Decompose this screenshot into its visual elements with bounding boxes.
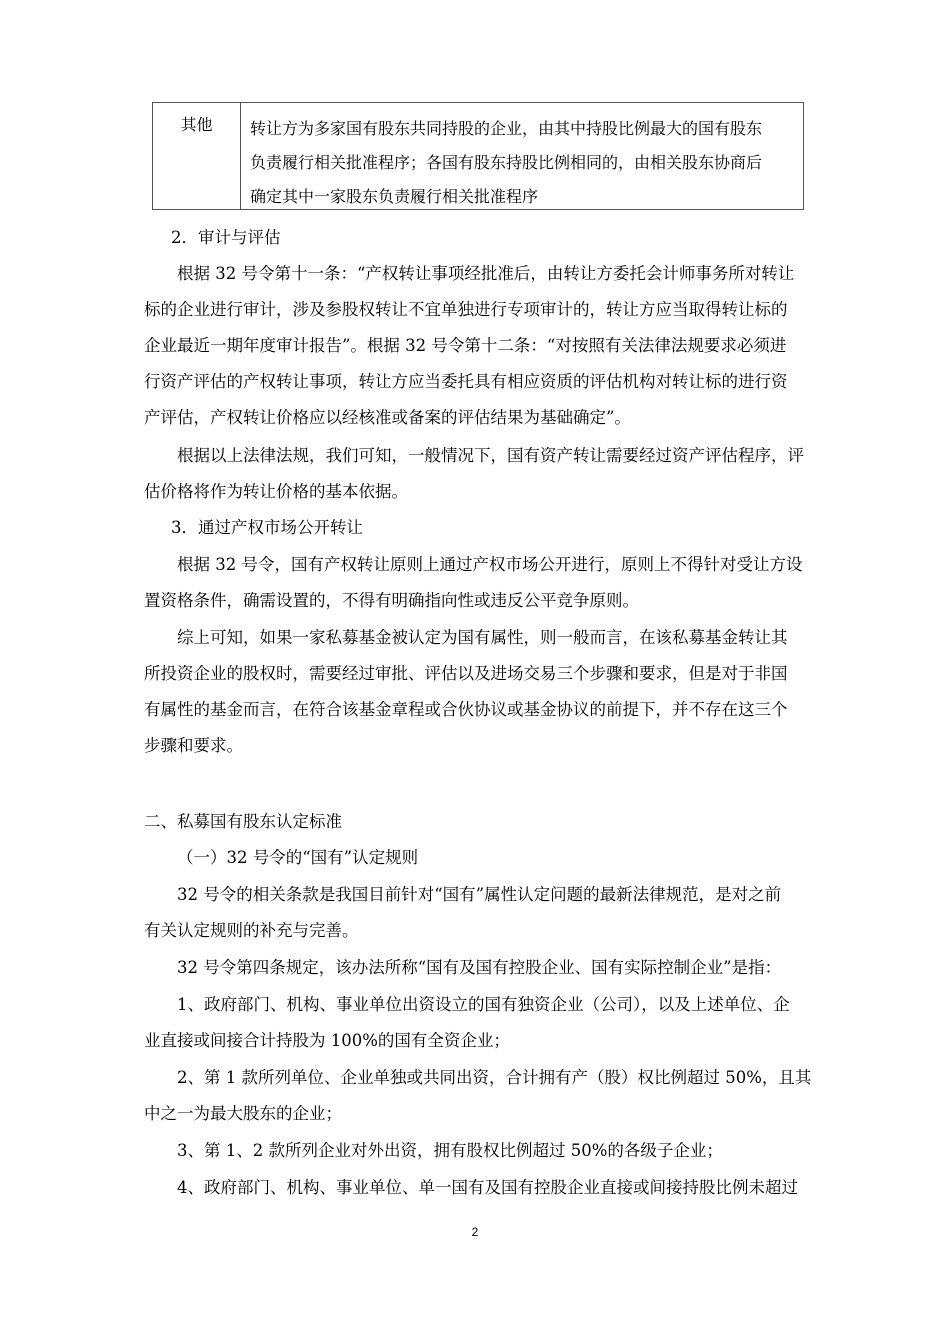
list-item-continuation: 业直接或间接合计持股为 100%的国有全资企业； bbox=[144, 1031, 510, 1050]
list-item-continuation: 中之一为最大股东的企业； bbox=[144, 1104, 342, 1123]
chapter-heading: 二、私募国有股东认定标准 bbox=[144, 812, 342, 831]
paragraph-line: 根据 32 号令第十一条：“产权转让事项经批准后，由转让方委托会计师事务所对转让 bbox=[177, 264, 795, 283]
paragraph-line: 32 号令的相关条款是我国目前针对“国有”属性认定问题的最新法律规范，是对之前 bbox=[177, 885, 782, 904]
list-item: 1、政府部门、机构、事业单位出资设立的国有独资企业（公司），以及上述单位、企 bbox=[177, 995, 790, 1014]
paragraph-line: 有关认定规则的补充与完善。 bbox=[144, 921, 359, 940]
table-text-line: 负责履行相关批准程序；各国有股东持股比例相同的，由相关股东协商后 bbox=[250, 153, 763, 172]
paragraph-line: 标的企业进行审计，涉及参股权转让不宜单独进行专项审计的，转让方应当取得转让标的 bbox=[144, 300, 788, 319]
paragraph-line: 步骤和要求。 bbox=[144, 736, 243, 755]
table-cell-content bbox=[241, 103, 803, 209]
list-item: 2、第 1 款所列单位、企业单独或共同出资，合计拥有产（股）权比例超过 50%，且其 bbox=[177, 1068, 812, 1087]
list-item: 3、第 1、2 款所列企业对外出资，拥有股权比例超过 50%的各级子企业； bbox=[177, 1141, 723, 1160]
table-text-line: 确定其中一家股东负责履行相关批准程序 bbox=[250, 187, 539, 206]
page-number: 2 bbox=[471, 1225, 479, 1239]
paragraph-line: 所投资企业的股权时，需要经过审批、评估以及进场交易三个步骤和要求，但是对于非国 bbox=[144, 664, 788, 683]
paragraph-line: 产评估，产权转让价格应以经核准或备案的评估结果为基础确定”。 bbox=[144, 408, 631, 427]
paragraph-line: 32 号令第四条规定，该办法所称“国有及国有控股企业、国有实际控制企业”是指： bbox=[177, 958, 782, 977]
paragraph-line: 估价格将作为转让价格的基本依据。 bbox=[144, 482, 408, 501]
approval-table bbox=[152, 102, 804, 210]
paragraph-line: 行资产评估的产权转让事项，转让方应当委托具有相应资质的评估机构对转让标的进行资 bbox=[144, 372, 788, 391]
subsection-heading: （一）32 号令的“国有”认定规则 bbox=[177, 848, 419, 867]
paragraph-line: 置资格条件，确需设置的，不得有明确指向性或违反公平竞争原则。 bbox=[144, 591, 639, 610]
list-item: 4、政府部门、机构、事业单位、单一国有及国有控股企业直接或间接持股比例未超过 bbox=[177, 1178, 798, 1197]
section-heading: 2．审计与评估 bbox=[171, 228, 281, 247]
paragraph-line: 有属性的基金而言，在符合该基金章程或合伙协议或基金协议的前提下，并不存在这三个 bbox=[144, 700, 788, 719]
section-heading: 3．通过产权市场公开转让 bbox=[171, 518, 363, 537]
table-text-line: 转让方为多家国有股东共同持股的企业，由其中持股比例最大的国有股东 bbox=[250, 119, 763, 138]
paragraph-line: 根据以上法律法规，我们可知，一般情况下，国有资产转让需要经过资产评估程序，评 bbox=[177, 446, 804, 465]
table-cell-label: 其他 bbox=[153, 103, 241, 209]
paragraph-line: 综上可知，如果一家私募基金被认定为国有属性，则一般而言，在该私募基金转让其 bbox=[177, 628, 788, 647]
paragraph-line: 企业最近一期年度审计报告”。根据 32 号令第十二条：“对按照有关法律法规要求必须进 bbox=[144, 336, 787, 355]
paragraph-line: 根据 32 号令，国有产权转让原则上通过产权市场公开进行，原则上不得针对受让方设 bbox=[177, 555, 803, 574]
